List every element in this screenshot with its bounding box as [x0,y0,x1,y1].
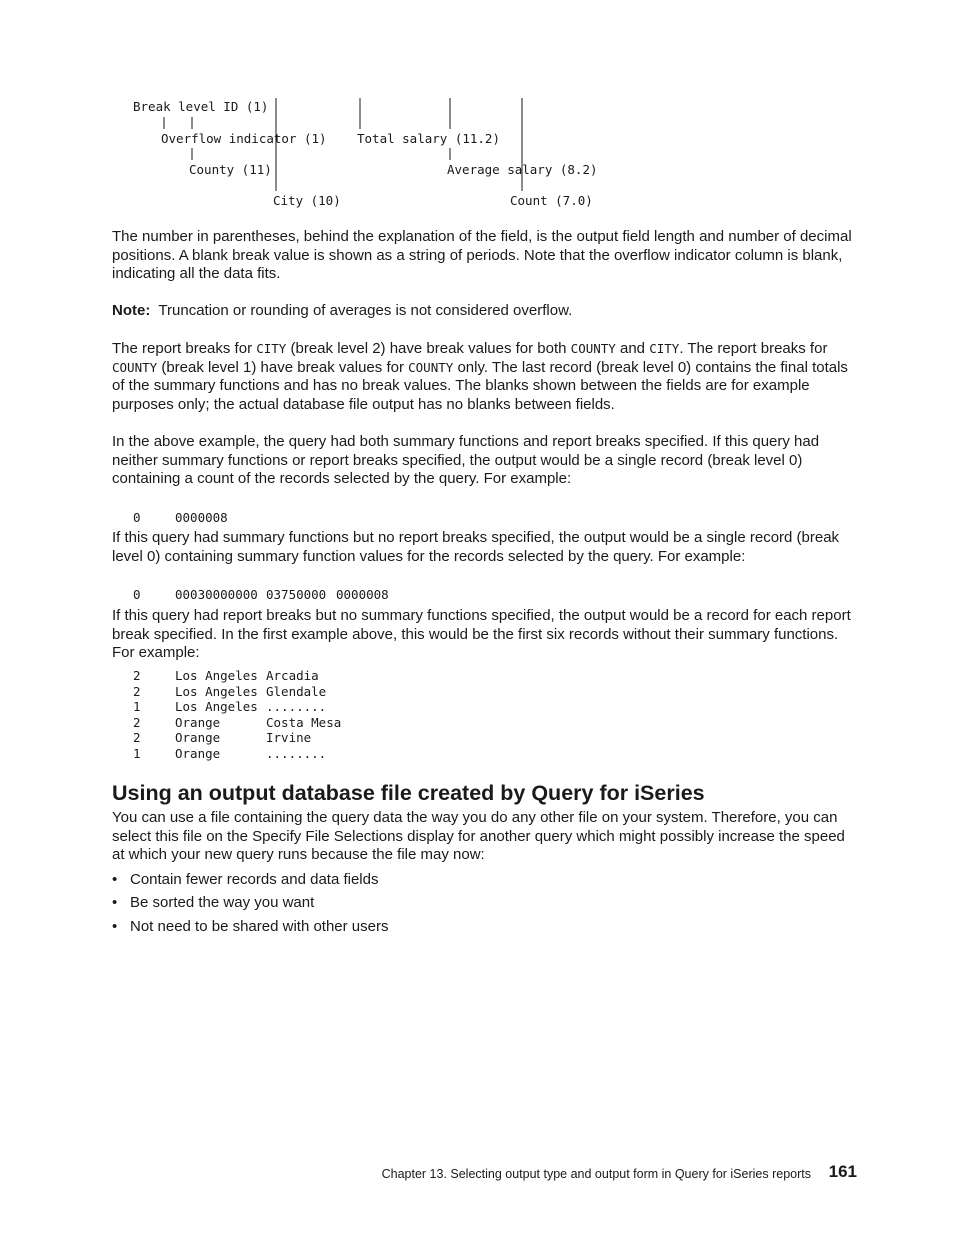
field-county: COUNTY [570,341,616,356]
field-city: CITY [256,341,287,356]
field-county: COUNTY [112,359,158,375]
note [112,302,857,321]
paragraph-report-breaks: The report breaks for CITY (break level 2) have break values for both COUNTY and CITY. The report breaks for COUNTY (break level 1) have break values for COUNTY only. The last record (break level 0) contains the final totals of the summary functions and has no break values. The blanks shown between the fields are for example purposes only; the actual database file output has no blanks between fields. [112,340,848,414]
bullet-marker: • [112,894,118,911]
code-row: 0 0000008 [133,510,228,525]
label-break-level: Break level ID (1) [133,99,269,114]
page-footer [0,1162,857,1184]
section-heading: Using an output database file created by Query for iSeries [112,781,705,805]
label-city: City (10) [273,193,341,208]
bullet-marker: • [112,871,118,888]
paragraph-neither-example: In the above example, the query had both summary functions and report breaks specified. If this query had neither summary functions or report breaks specified, the output would be a single record (break level 0) containing a count of the records selected by the query. For example: [112,433,820,488]
label-total-salary: Total salary (11.2) [357,131,500,146]
page-number: 161 [828,1162,857,1181]
paragraph-using-file: You can use a file containing the query data the way you do any other file on your system. Therefore, you can select this file on the Specify File Selections display for another query which might possibly increase the speed at which your new query runs because the file may now: [112,809,845,864]
code-example-breaks: 2 Los Angeles Arcadia 2 Los Angeles Glendale 1 Los Angeles ........ 2 Orange Costa Mesa 2 Orange Irvine 1 Orange ........ [133,668,342,761]
paragraph-field-length: The number in parentheses, behind the explanation of the field, is the output field length and number of decimal positions. A blank break value is shown as a string of periods. Note that the overflow indicator column is blank, indicating all the data fits. [112,228,852,283]
field-county: COUNTY [408,359,454,375]
label-county: County (11) [189,162,272,177]
code-row: 0 00030000000 03750000 0000008 [133,587,389,602]
label-count: Count (7.0) [510,193,593,208]
field-city: CITY [649,341,680,356]
footer-chapter-title: Chapter 13. Selecting output type and output form in Query for iSeries reports [381,1167,811,1181]
note-text: Truncation or rounding of averages is not considered overflow. [158,302,573,319]
paragraph-summary-example: If this query had summary functions but no report breaks specified, the output would be a single record (break level 0) containing summary function values for the records selected by the query. For example: [112,529,840,565]
document-page: Break level ID (1) Overflow indicator (1) County (11) City (10) Total salary (11.2) Average salary (8.2) Count (7.0) The number in parentheses, behind the explanation of the field, is the output field length and number of decimal positions. A blank break value is shown as a string of periods. Note that the overflow indicator column is blank, indicating all the data fits. Note: Truncation or rounding of averages is not considered overflow. The report breaks for CITY (break level 2) have break values for both COUNTY and CITY. The report breaks for COUNTY (break level 1) have break values for COUNTY only. The last record (break level 0) contains the final totals of the summary functions and has no break values. The blanks shown between the fields are for example purposes only; the actual database file output has no blanks between fields. In the above example, the query had both summary functions and report breaks specified. If this query had neither summary functions or report breaks specified, the output would be a single record (break level 0) containing a count of the records selected by the query. For example: 0 0000008 If this query had summary functions but no report breaks specified, the output would be a single record (break level 0) containing summary function values for the records selected by the query. For example: 0 00030000000 03750000 0000008 If this query had report breaks but no summary functions specified, the output would be a record for each report break specified. In the first example above, this would be the first six records without their summary functions. For example: 2 Los Angeles Arcadia 2 Los Angeles Glendale 1 Los Angeles ........ 2 Orange Costa Mesa 2 Orange Irvine 1 Orange ........ Using an output database file created by Query for iSeries You can use a file containing the query data the way you do any other file on your system. Therefore, you can select this file on the Specify File Selections display for another query which might possibly increase the speed at which your new query runs because the file may now: • Contain fewer records and data fields • Be sorted the way you want • Not need to be shared with other users Chapter 13. Selecting output type and output form in Query for iSeries reports 161 [0,0,954,1235]
label-overflow: Overflow indicator (1) [161,131,327,146]
bullet-marker: • [112,918,118,935]
paragraph-breaks-example: If this query had report breaks but no summary functions specified, the output would be a record for each report break specified. In the first example above, this would be the first six records without their summary functions. For example: [112,607,851,662]
label-average-salary: Average salary (8.2) [447,162,598,177]
note-label: Note: [112,302,151,319]
field-layout-diagram [0,0,954,215]
